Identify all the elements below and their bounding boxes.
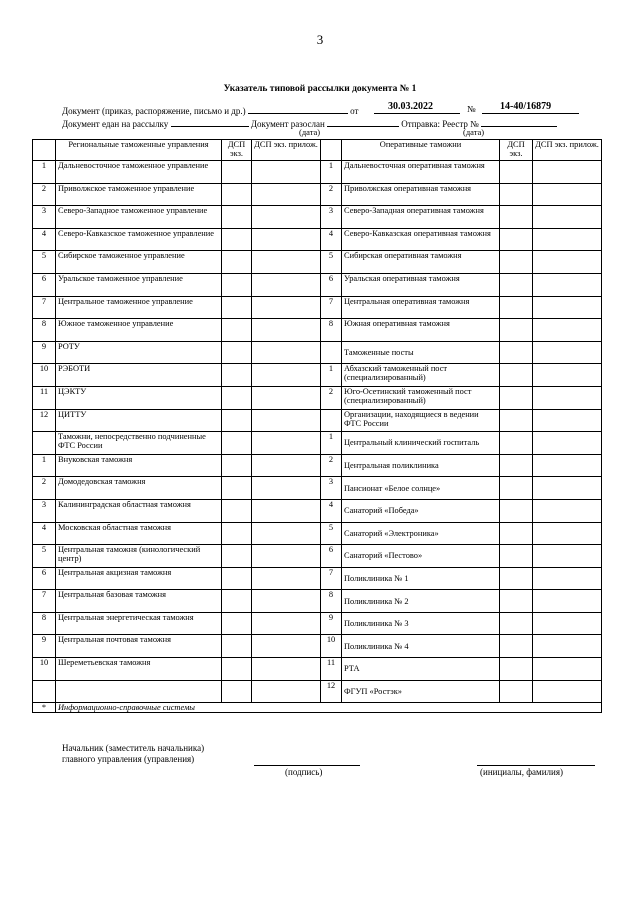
distribution-table xyxy=(32,139,602,713)
dsp-appendix-cell-2 xyxy=(533,658,602,681)
dsp-copy-cell-2 xyxy=(500,183,533,206)
table-row xyxy=(33,635,602,658)
left-number: 4 xyxy=(33,228,56,251)
regional-name: Уральское таможенное управление xyxy=(56,273,222,296)
regional-name: Центральное таможенное управление xyxy=(56,296,222,319)
footnote-mark: * xyxy=(33,703,56,713)
regional-name: Внуковская таможня xyxy=(56,454,222,477)
dsp-copy-cell-2 xyxy=(500,499,533,522)
from-label: от xyxy=(350,106,359,116)
regional-name: Домодедовская таможня xyxy=(56,477,222,500)
table-row xyxy=(33,228,602,251)
dsp-appendix-cell-2 xyxy=(533,364,602,387)
table-body xyxy=(33,161,602,703)
dsp-copy-cell xyxy=(222,567,252,590)
dsp-appendix-cell xyxy=(252,341,321,364)
header-dsp-appendix: ДСП экз. прилож. xyxy=(252,140,321,161)
dsp-copy-cell-2 xyxy=(500,319,533,342)
operational-name: Поликлиника № 1 xyxy=(342,567,500,590)
header-regional: Региональные таможенные управления xyxy=(56,140,222,161)
signatory-title xyxy=(62,743,204,764)
dsp-copy-cell-2 xyxy=(500,206,533,229)
dsp-appendix-cell xyxy=(252,273,321,296)
regional-name: Южное таможенное управление xyxy=(56,319,222,342)
left-number: 2 xyxy=(33,477,56,500)
doc-type-label: Документ (приказ, распоряжение, письмо и др.) xyxy=(62,106,246,116)
operational-name: Санаторий «Электроника» xyxy=(342,522,500,545)
table-row xyxy=(33,341,602,364)
left-number: 3 xyxy=(33,206,56,229)
dsp-appendix-cell xyxy=(252,522,321,545)
dsp-appendix-cell-2 xyxy=(533,680,602,703)
dsp-copy-cell-2 xyxy=(500,567,533,590)
dsp-appendix-cell-2 xyxy=(533,454,602,477)
dsp-copy-cell xyxy=(222,319,252,342)
dsp-appendix-cell xyxy=(252,432,321,455)
left-number: 7 xyxy=(33,590,56,613)
regional-name: Северо-Кавказское таможенное управление xyxy=(56,228,222,251)
left-number: 9 xyxy=(33,341,56,364)
regional-name: РОТУ xyxy=(56,341,222,364)
right-number: 7 xyxy=(321,567,342,590)
table-row xyxy=(33,477,602,500)
right-number: 8 xyxy=(321,590,342,613)
number-label: № xyxy=(467,104,476,114)
table-row xyxy=(33,567,602,590)
name-line xyxy=(477,765,595,766)
dsp-copy-cell-2 xyxy=(500,545,533,568)
dsp-appendix-cell xyxy=(252,296,321,319)
dsp-appendix-cell-2 xyxy=(533,273,602,296)
left-number: 8 xyxy=(33,612,56,635)
left-number: 10 xyxy=(33,364,56,387)
operational-name: Организации, находящиеся в ведении ФТС России xyxy=(342,409,500,432)
right-number: 1 xyxy=(321,364,342,387)
dsp-copy-cell xyxy=(222,251,252,274)
date-caption-2: (дата) xyxy=(463,127,485,137)
regional-name: Центральная энергетическая таможня xyxy=(56,612,222,635)
dsp-appendix-cell-2 xyxy=(533,567,602,590)
table-row xyxy=(33,183,602,206)
dsp-appendix-cell-2 xyxy=(533,409,602,432)
left-number: 9 xyxy=(33,635,56,658)
dsp-appendix-cell xyxy=(252,680,321,703)
dsp-copy-cell-2 xyxy=(500,386,533,409)
name-caption: (инициалы, фамилия) xyxy=(480,767,563,777)
dsp-appendix-cell-2 xyxy=(533,251,602,274)
operational-name: Абхазский таможенный пост (специализированный) xyxy=(342,364,500,387)
left-number: 6 xyxy=(33,567,56,590)
dsp-copy-cell-2 xyxy=(500,409,533,432)
dsp-copy-cell-2 xyxy=(500,522,533,545)
right-number: 8 xyxy=(321,319,342,342)
left-number: 4 xyxy=(33,522,56,545)
dsp-appendix-cell-2 xyxy=(533,341,602,364)
dsp-appendix-cell xyxy=(252,183,321,206)
left-number: 6 xyxy=(33,273,56,296)
dsp-appendix-cell xyxy=(252,590,321,613)
dsp-copy-cell xyxy=(222,454,252,477)
dsp-appendix-cell xyxy=(252,228,321,251)
table-header-row xyxy=(33,140,602,161)
table-row xyxy=(33,454,602,477)
dsp-copy-cell-2 xyxy=(500,454,533,477)
dsp-copy-cell xyxy=(222,161,252,184)
regional-name: Центральная акцизная таможня xyxy=(56,567,222,590)
table-row xyxy=(33,251,602,274)
dsp-copy-cell-2 xyxy=(500,251,533,274)
document-date: 30.03.2022 xyxy=(388,101,433,112)
operational-name: Приволжская оперативная таможня xyxy=(342,183,500,206)
regional-name: Таможни, непосредственно подчиненные ФТС России xyxy=(56,432,222,455)
dsp-appendix-cell xyxy=(252,567,321,590)
dsp-appendix-cell-2 xyxy=(533,635,602,658)
dsp-copy-cell-2 xyxy=(500,161,533,184)
regional-name: Шереметьевская таможня xyxy=(56,658,222,681)
page-number: 3 xyxy=(316,32,324,47)
right-number xyxy=(321,409,342,432)
table-row xyxy=(33,522,602,545)
table-row xyxy=(33,432,602,455)
right-number: 2 xyxy=(321,454,342,477)
dsp-copy-cell xyxy=(222,273,252,296)
document-title: Указатель типовой рассылки документа № 1 xyxy=(223,84,417,94)
dsp-copy-cell-2 xyxy=(500,590,533,613)
dsp-appendix-cell-2 xyxy=(533,161,602,184)
table-row xyxy=(33,161,602,184)
right-number: 7 xyxy=(321,296,342,319)
dsp-copy-cell-2 xyxy=(500,296,533,319)
dsp-appendix-cell xyxy=(252,545,321,568)
regional-name: РЭБОТИ xyxy=(56,364,222,387)
dsp-appendix-cell xyxy=(252,206,321,229)
dsp-copy-cell xyxy=(222,409,252,432)
right-number: 2 xyxy=(321,386,342,409)
operational-name: Центральная поликлиника xyxy=(342,454,500,477)
dsp-appendix-cell xyxy=(252,251,321,274)
header-dsp-appendix-2: ДСП экз. прилож. xyxy=(533,140,602,161)
table-row xyxy=(33,680,602,703)
right-number: 12 xyxy=(321,680,342,703)
footnote-text: Информационно-справочные системы xyxy=(56,703,602,713)
date-caption-1: (дата) xyxy=(299,127,321,137)
dsp-appendix-cell-2 xyxy=(533,386,602,409)
dsp-appendix-cell xyxy=(252,386,321,409)
regional-name: ЦИТТУ xyxy=(56,409,222,432)
regional-name: Центральная таможня (кинологический центр) xyxy=(56,545,222,568)
dsp-copy-cell xyxy=(222,183,252,206)
right-number xyxy=(321,341,342,364)
sent-label: Документ едан на рассылку xyxy=(62,119,169,129)
dsp-appendix-cell-2 xyxy=(533,590,602,613)
table-row xyxy=(33,590,602,613)
dsp-appendix-cell-2 xyxy=(533,296,602,319)
header-dsp-copy-2: ДСП экз. xyxy=(500,140,533,161)
right-number: 1 xyxy=(321,161,342,184)
table-row xyxy=(33,658,602,681)
dsp-copy-cell xyxy=(222,522,252,545)
footnote-row xyxy=(33,703,602,713)
operational-name: Северо-Кавказская оперативная таможня xyxy=(342,228,500,251)
dsp-appendix-cell xyxy=(252,658,321,681)
regional-name: Северо-Западное таможенное управление xyxy=(56,206,222,229)
dsp-copy-cell xyxy=(222,499,252,522)
operational-name: Поликлиника № 4 xyxy=(342,635,500,658)
table-row xyxy=(33,296,602,319)
dsp-copy-cell xyxy=(222,477,252,500)
left-number: 12 xyxy=(33,409,56,432)
dsp-appendix-cell-2 xyxy=(533,612,602,635)
right-number: 3 xyxy=(321,206,342,229)
dsp-appendix-cell xyxy=(252,635,321,658)
right-number: 1 xyxy=(321,432,342,455)
right-number: 10 xyxy=(321,635,342,658)
regional-name: Центральная почтовая таможня xyxy=(56,635,222,658)
dsp-appendix-cell-2 xyxy=(533,228,602,251)
operational-name: Пансионат «Белое солнце» xyxy=(342,477,500,500)
signature-caption: (подпись) xyxy=(285,767,323,777)
operational-name: Южная оперативная таможня xyxy=(342,319,500,342)
right-number: 5 xyxy=(321,522,342,545)
table-row xyxy=(33,409,602,432)
right-number: 6 xyxy=(321,545,342,568)
dsp-copy-cell-2 xyxy=(500,477,533,500)
document-number: 14-40/16879 xyxy=(500,101,552,112)
operational-name: РТА xyxy=(342,658,500,681)
signatory-line-1: Начальник (заместитель начальника) xyxy=(62,743,205,753)
dsp-copy-cell xyxy=(222,364,252,387)
table-row xyxy=(33,364,602,387)
left-number: 2 xyxy=(33,183,56,206)
number-underline xyxy=(482,113,579,114)
dsp-appendix-cell xyxy=(252,319,321,342)
right-number: 4 xyxy=(321,228,342,251)
operational-name: Центральная оперативная таможня xyxy=(342,296,500,319)
dsp-appendix-cell-2 xyxy=(533,477,602,500)
table-row xyxy=(33,206,602,229)
dispatch-label: Отправка: Реестр № xyxy=(401,119,479,129)
doc-type-line xyxy=(62,104,358,116)
left-number xyxy=(33,680,56,703)
table-row xyxy=(33,273,602,296)
right-number: 2 xyxy=(321,183,342,206)
regional-name xyxy=(56,680,222,703)
dsp-appendix-cell xyxy=(252,409,321,432)
dsp-copy-cell xyxy=(222,206,252,229)
dsp-appendix-cell xyxy=(252,161,321,184)
left-number: 5 xyxy=(33,251,56,274)
dsp-appendix-cell xyxy=(252,364,321,387)
dsp-copy-cell xyxy=(222,590,252,613)
right-number: 11 xyxy=(321,658,342,681)
date-underline xyxy=(374,113,460,114)
left-number: 1 xyxy=(33,454,56,477)
operational-name: ФГУП «Ростэк» xyxy=(342,680,500,703)
regional-name: ЦЭКТУ xyxy=(56,386,222,409)
signature-line xyxy=(254,765,360,766)
doc-type-blank xyxy=(248,104,348,114)
dsp-copy-cell xyxy=(222,658,252,681)
dsp-copy-cell xyxy=(222,680,252,703)
left-number xyxy=(33,432,56,455)
dsp-copy-cell-2 xyxy=(500,273,533,296)
distributed-label: Документ разослан xyxy=(250,119,325,129)
regional-name: Приволжское таможенное управление xyxy=(56,183,222,206)
dsp-copy-cell xyxy=(222,635,252,658)
operational-name: Санаторий «Победа» xyxy=(342,499,500,522)
sent-date-blank xyxy=(171,117,249,127)
operational-name: Центральный клинический госпиталь xyxy=(342,432,500,455)
distributed-date-blank xyxy=(327,117,399,127)
dsp-copy-cell xyxy=(222,545,252,568)
table-row xyxy=(33,545,602,568)
dsp-appendix-cell xyxy=(252,612,321,635)
dsp-copy-cell xyxy=(222,228,252,251)
left-number: 10 xyxy=(33,658,56,681)
left-number: 5 xyxy=(33,545,56,568)
dsp-appendix-cell-2 xyxy=(533,432,602,455)
registry-number-blank xyxy=(481,117,557,127)
dsp-appendix-cell xyxy=(252,454,321,477)
dsp-copy-cell-2 xyxy=(500,658,533,681)
header-num-2 xyxy=(321,140,342,161)
dsp-appendix-cell-2 xyxy=(533,319,602,342)
regional-name: Московская областная таможня xyxy=(56,522,222,545)
header-dsp-copy: ДСП экз. xyxy=(222,140,252,161)
operational-name: Сибирская оперативная таможня xyxy=(342,251,500,274)
right-number: 3 xyxy=(321,477,342,500)
dsp-appendix-cell-2 xyxy=(533,183,602,206)
left-number: 7 xyxy=(33,296,56,319)
operational-name: Таможенные посты xyxy=(342,341,500,364)
operational-name: Юго-Осетинский таможенный пост (специализированный) xyxy=(342,386,500,409)
dsp-copy-cell-2 xyxy=(500,228,533,251)
table-row xyxy=(33,319,602,342)
dsp-copy-cell-2 xyxy=(500,680,533,703)
dsp-appendix-cell-2 xyxy=(533,499,602,522)
left-number: 8 xyxy=(33,319,56,342)
regional-name: Сибирское таможенное управление xyxy=(56,251,222,274)
regional-name: Дальневосточное таможенное управление xyxy=(56,161,222,184)
operational-name: Санаторий «Пестово» xyxy=(342,545,500,568)
operational-name: Поликлиника № 3 xyxy=(342,612,500,635)
signatory-line-2: главного управления (управления) xyxy=(62,753,195,764)
left-number: 1 xyxy=(33,161,56,184)
operational-name: Поликлиника № 2 xyxy=(342,590,500,613)
dsp-copy-cell-2 xyxy=(500,612,533,635)
table-row xyxy=(33,386,602,409)
dsp-appendix-cell-2 xyxy=(533,206,602,229)
header-operational: Оперативные таможни xyxy=(342,140,500,161)
dsp-copy-cell xyxy=(222,341,252,364)
dsp-copy-cell xyxy=(222,432,252,455)
left-number: 3 xyxy=(33,499,56,522)
dsp-appendix-cell xyxy=(252,499,321,522)
table-row xyxy=(33,612,602,635)
operational-name: Северо-Западная оперативная таможня xyxy=(342,206,500,229)
right-number: 9 xyxy=(321,612,342,635)
dsp-copy-cell-2 xyxy=(500,432,533,455)
operational-name: Уральская оперативная таможня xyxy=(342,273,500,296)
right-number: 6 xyxy=(321,273,342,296)
dsp-appendix-cell-2 xyxy=(533,545,602,568)
right-number: 5 xyxy=(321,251,342,274)
dsp-appendix-cell xyxy=(252,477,321,500)
header-num xyxy=(33,140,56,161)
dsp-copy-cell xyxy=(222,612,252,635)
table-row xyxy=(33,499,602,522)
dsp-copy-cell-2 xyxy=(500,635,533,658)
dsp-appendix-cell-2 xyxy=(533,522,602,545)
left-number: 11 xyxy=(33,386,56,409)
regional-name: Центральная базовая таможня xyxy=(56,590,222,613)
regional-name: Калининградская областная таможня xyxy=(56,499,222,522)
operational-name: Дальневосточная оперативная таможня xyxy=(342,161,500,184)
right-number: 4 xyxy=(321,499,342,522)
dsp-copy-cell xyxy=(222,296,252,319)
dsp-copy-cell xyxy=(222,386,252,409)
dsp-copy-cell-2 xyxy=(500,341,533,364)
dsp-copy-cell-2 xyxy=(500,364,533,387)
